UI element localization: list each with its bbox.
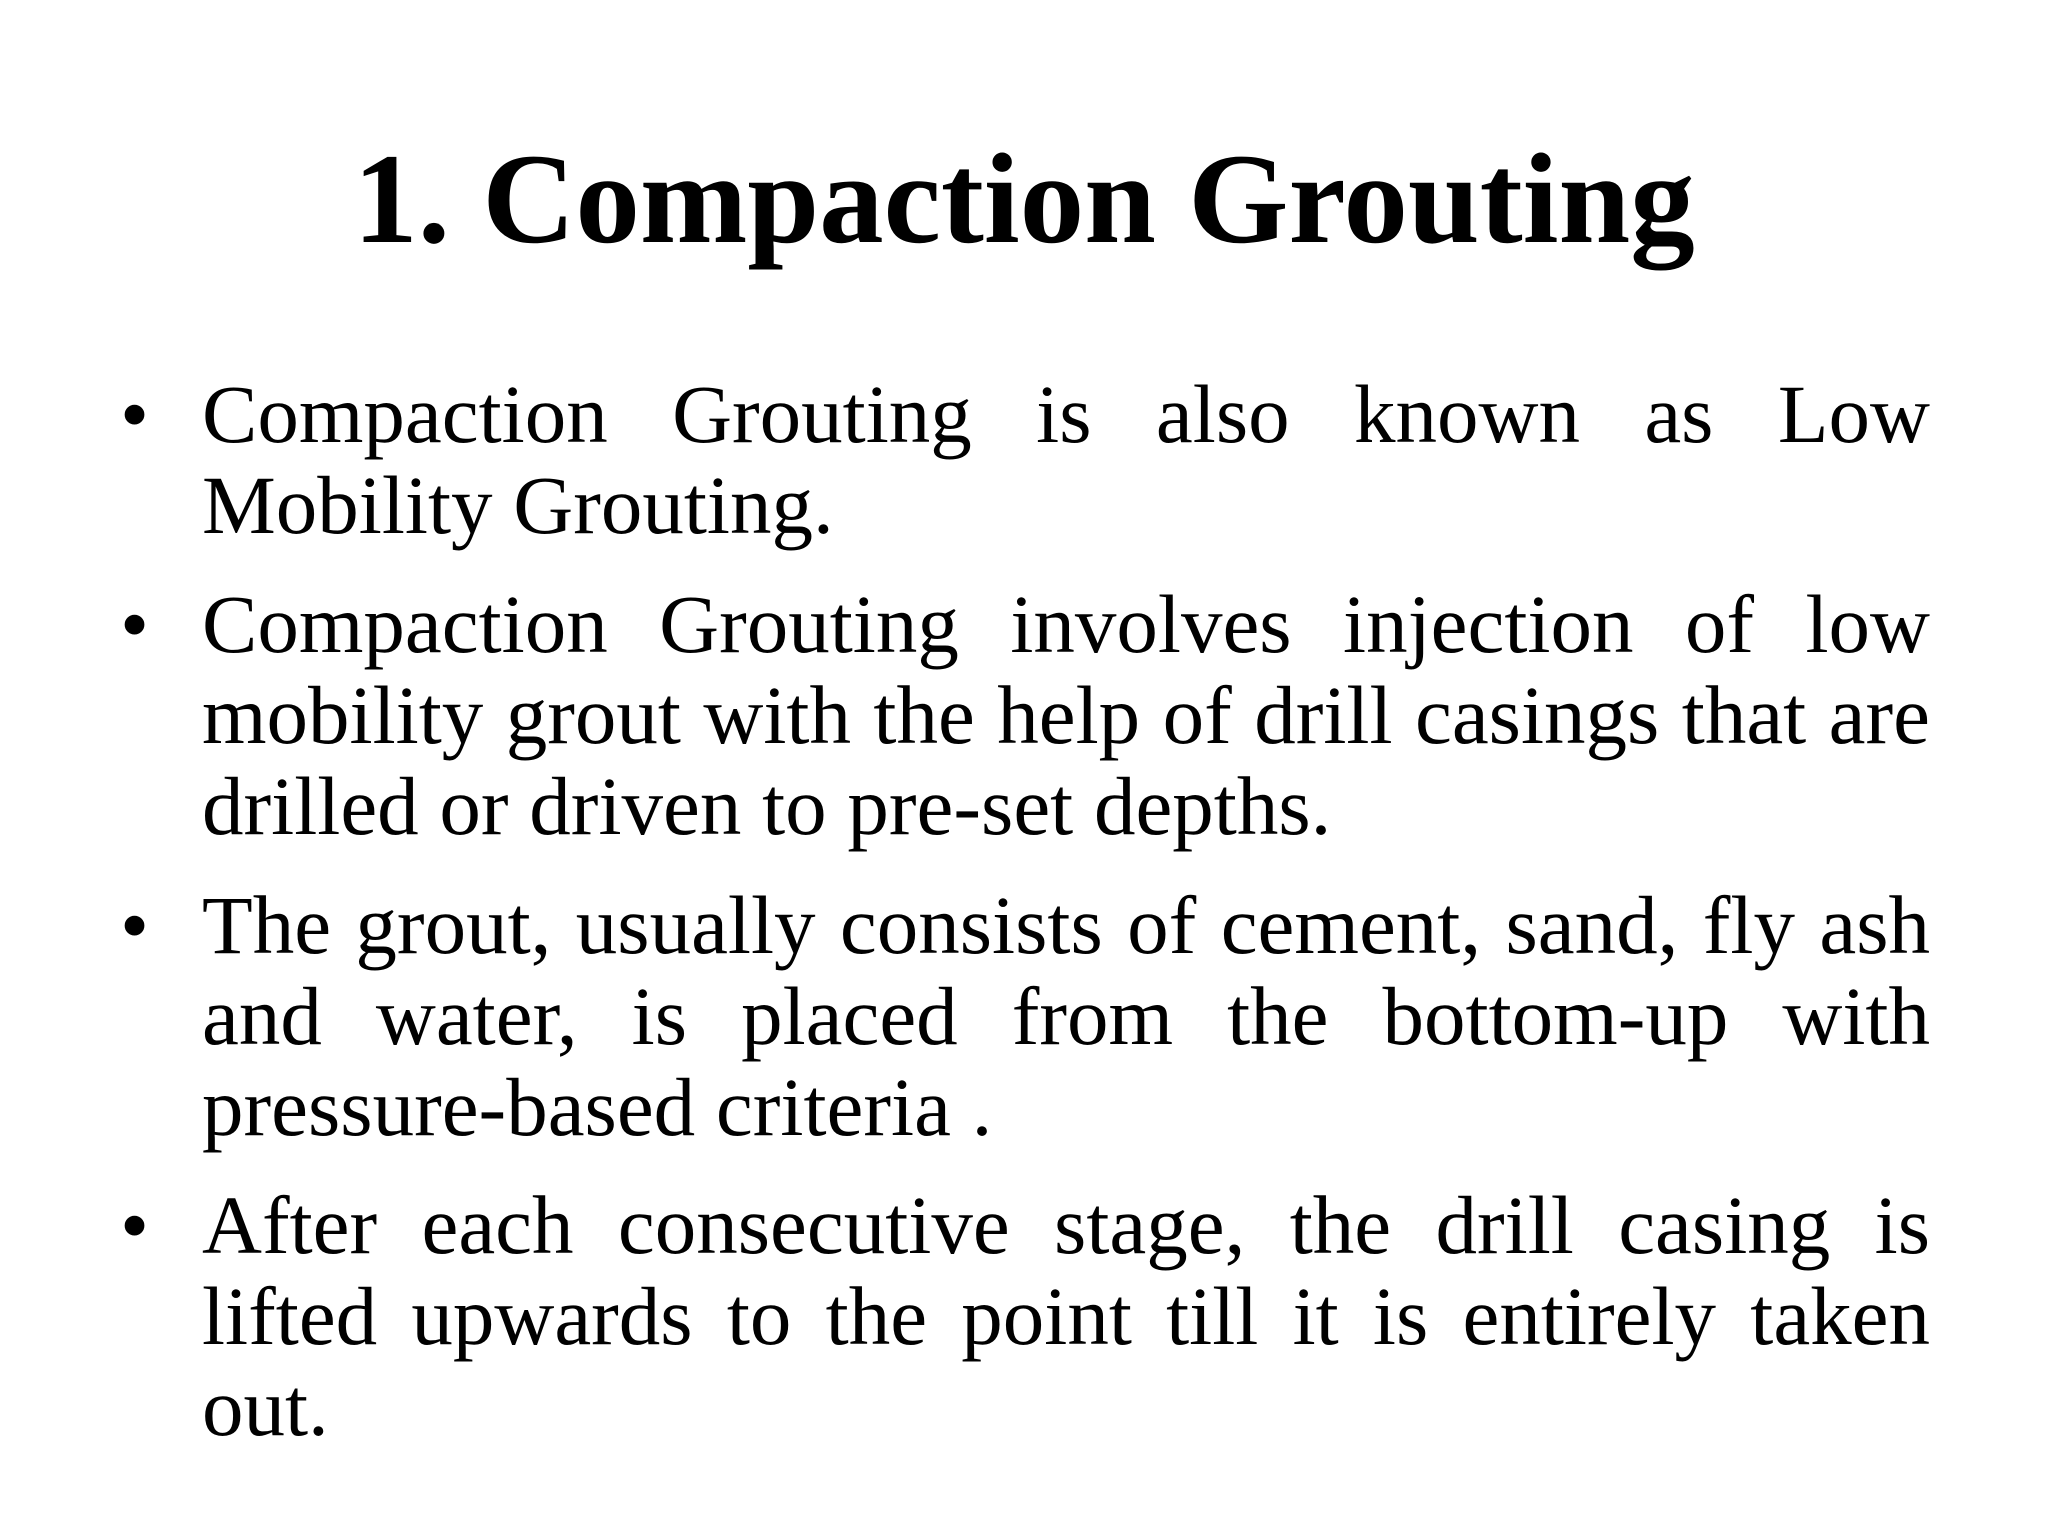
slide-title: 1. Compaction Grouting xyxy=(353,127,1695,270)
bullet-point-icon: • xyxy=(120,1179,150,1271)
bullet-point-icon: • xyxy=(120,879,150,971)
bullet-text: After each consecutive stage, the drill casing is lifted upwards to the point till it is entirely taken out. xyxy=(202,1179,1930,1453)
bullet-point-icon: • xyxy=(120,578,150,670)
bullet-point-icon: • xyxy=(120,368,150,460)
bullet-text: Compaction Grouting involves injection of low mobility grout with the help of drill casings that are drilled or driven to pre-set depths. xyxy=(202,578,1930,852)
bullet-text: The grout, usually consists of cement, sand, fly ash and water, is placed from the bottom-up with pressure-based criteria . xyxy=(202,879,1930,1153)
bullet-text: Compaction Grouting is also known as Low Mobility Grouting. xyxy=(202,368,1930,551)
